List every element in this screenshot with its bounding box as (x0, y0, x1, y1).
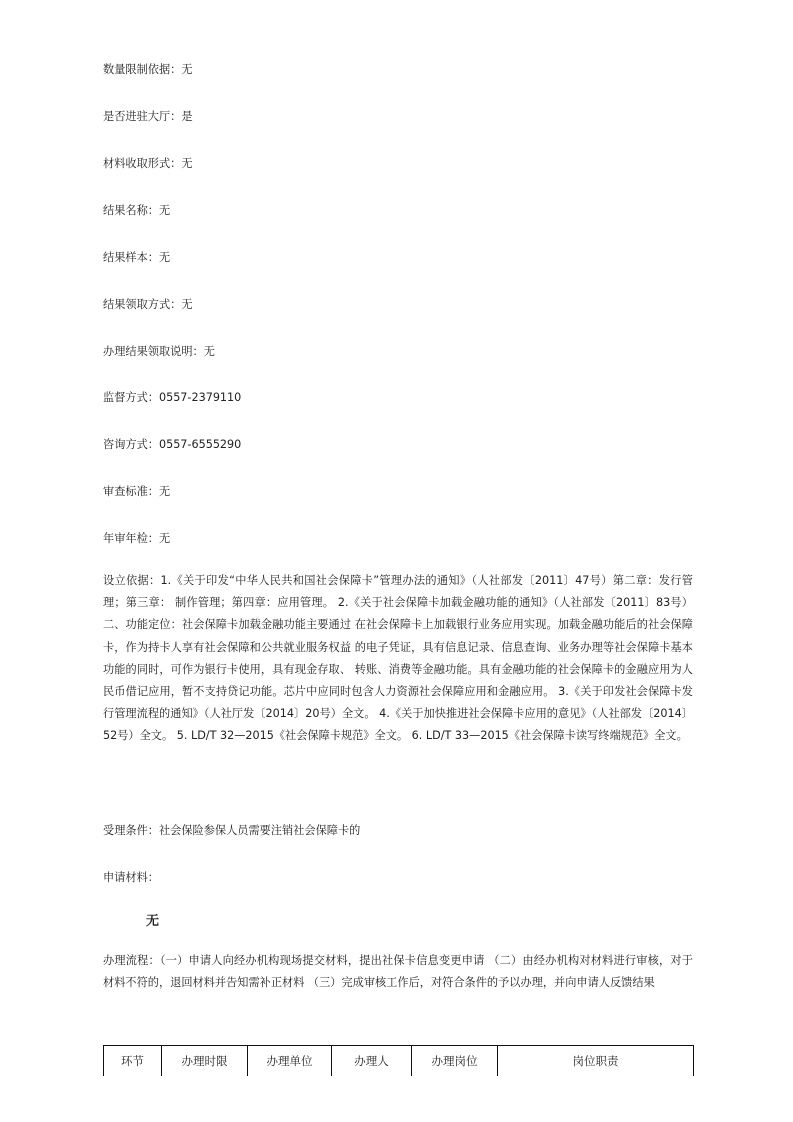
field-label: 办理结果领取说明： (103, 345, 204, 358)
field-label: 结果名称： (103, 204, 159, 217)
header-step: 环节 (104, 1046, 162, 1077)
field-in-hall (103, 110, 693, 123)
header-time-limit: 办理时限 (162, 1046, 248, 1077)
process-label: 办理流程： (103, 954, 160, 967)
field-label: 数量限制依据： (103, 63, 182, 76)
field-label: 结果样本： (103, 251, 159, 264)
field-result-name (103, 204, 693, 217)
field-value: 无 (181, 298, 193, 311)
field-value: 0557-2379110 (158, 391, 242, 404)
field-label: 材料收取形式： (103, 157, 182, 170)
basis-label: 设立依据： (103, 574, 161, 587)
field-value: 社会保险参保人员需要注销社会保障卡的 (158, 824, 361, 837)
process-table (103, 1045, 694, 1076)
field-label: 是否进驻大厅： (103, 110, 182, 123)
field-label: 咨询方式： (103, 438, 159, 451)
field-value: 无 (158, 251, 171, 264)
field-label: 年审年检： (103, 532, 159, 545)
header-post: 办理岗位 (412, 1046, 498, 1077)
field-label: 审查标准： (103, 485, 159, 498)
field-review-standard (103, 485, 693, 498)
materials-value: 无 (146, 914, 160, 929)
header-duty: 岗位职责 (498, 1046, 694, 1077)
field-materials (103, 871, 693, 884)
field-quantity-limit-basis (103, 63, 693, 76)
field-result-sample (103, 251, 693, 264)
field-value: 0557-6555290 (158, 438, 242, 451)
field-value: 无 (158, 532, 171, 545)
field-label: 申请材料： (103, 871, 159, 884)
field-label: 监督方式： (103, 391, 159, 404)
basis-paragraph (103, 570, 693, 748)
header-unit: 办理单位 (248, 1046, 332, 1077)
header-handler: 办理人 (332, 1046, 412, 1077)
field-material-form (103, 157, 693, 170)
process-paragraph (103, 950, 693, 994)
basis-text: 1.《关于印发“中华人民共和国社会保障卡”管理办法的通知》（人社部发〔2011〕47号）第二章：发行管理；第三章： 制作管理；第四章：应用管理。 2.《关于社会保障卡加载金融功能的通知》（人社部发〔2011〕83号）二、功能定位：社会保障卡加载金融功能主要通过 在社会保障卡上加载银行业务应用实现。加载金融功能后的社会保障卡，作为持卡人享有社会保障和公共就业服务权益 的电子凭证，具有信息记录、信息查询、业务办理等社会保障卡基本功能的同时，可作为银行卡使用，具有现金存取、 转账、消费等金融功能。具有金融功能的社会保障卡的金融应用为人民币借记应用，暂不支持贷记功能。芯片中应同时包含人力资源社会保障应用和金融应用。 3.《关于印发社会保障卡发行管理流程的通知》（人社厅发〔2014〕20号）全文。 4.《关于加快推进社会保障卡应用的意见》（人社部发〔2014〕52号）全文。 5. LD/T 32—2015《社会保障卡规范》全文。 6. LD/T 33—2015《社会保障卡读写终端规范》全文。 (103, 574, 693, 743)
table-header-row (104, 1046, 694, 1077)
field-result-pickup (103, 298, 693, 311)
field-value: 无 (203, 345, 215, 358)
field-value: 是 (181, 110, 193, 123)
field-label: 结果领取方式： (103, 298, 182, 311)
field-value: 无 (181, 63, 193, 76)
field-value: 无 (181, 157, 193, 170)
field-value: 无 (158, 204, 171, 217)
field-result-pickup-note (103, 345, 693, 358)
field-annual-review (103, 532, 693, 545)
field-supervision (103, 391, 693, 404)
field-value: 无 (158, 485, 171, 498)
process-text: （一）申请人向经办机构现场提交材料，提出社保卡信息变更申请 （二）由经办机构对材料进行审核，对于材料不符的，退回材料并告知需补正材料 （三）完成审核工作后，对符合条件的予以办理，并向申请人反馈结果 (103, 954, 693, 990)
field-label: 受理条件： (103, 824, 159, 837)
field-conditions (103, 824, 693, 837)
field-consultation (103, 438, 693, 451)
